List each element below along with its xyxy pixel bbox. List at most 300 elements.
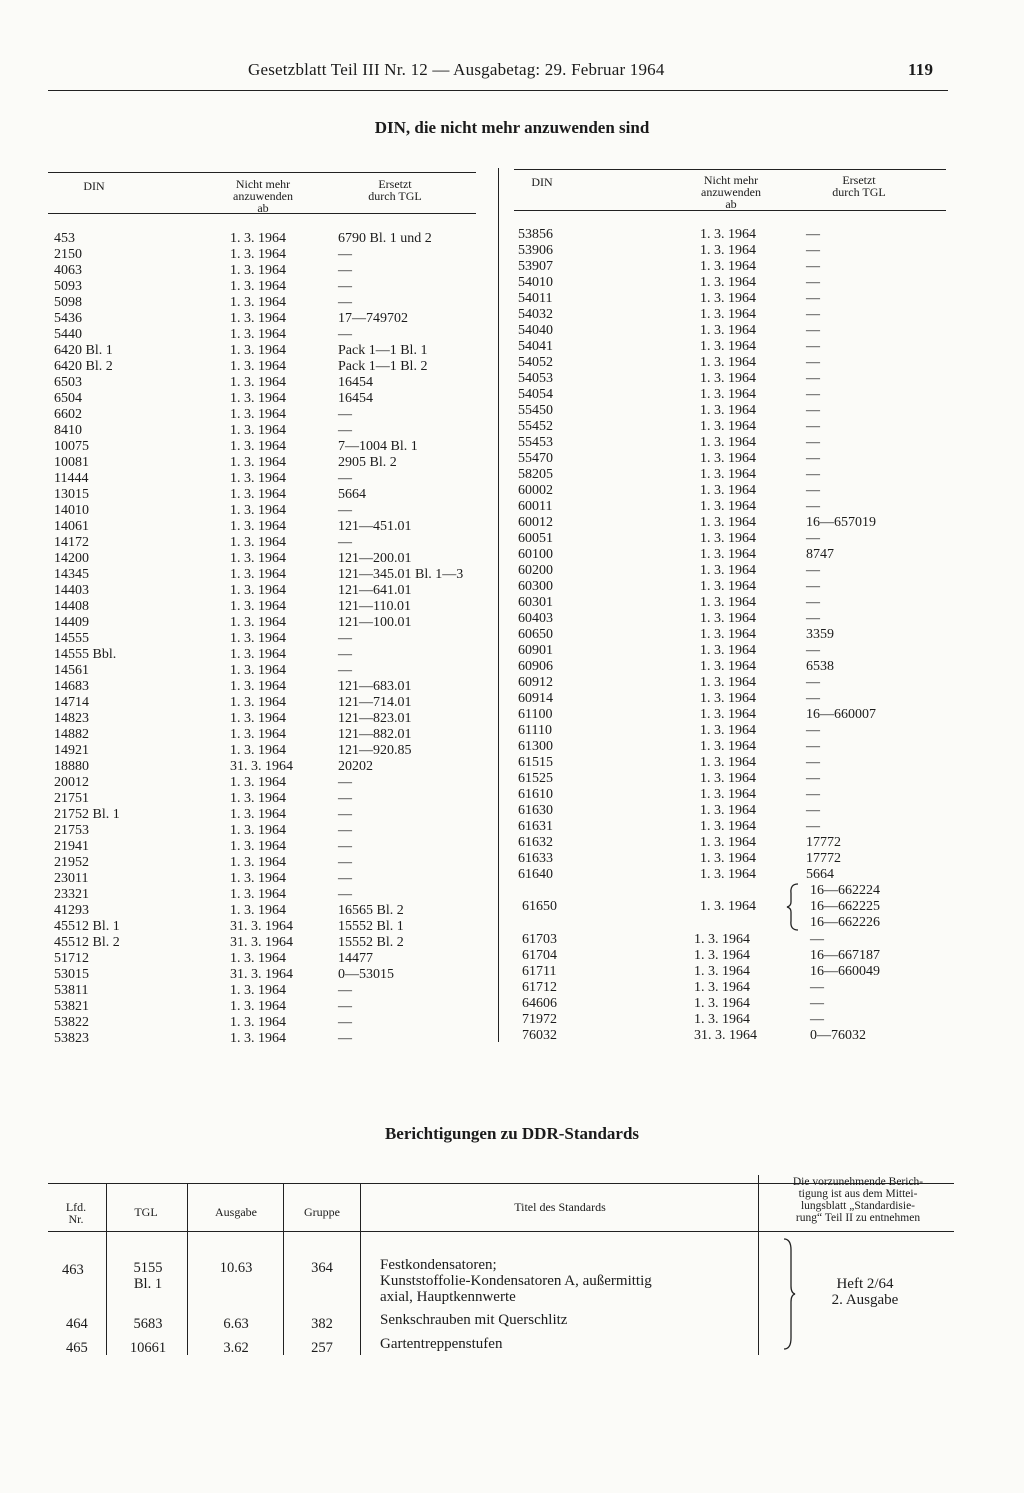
corrections-header-rule <box>48 1231 954 1232</box>
valid-until-date: 1. 3. 1964 <box>694 996 750 1011</box>
din-number: 5440 <box>54 327 82 342</box>
valid-until-date: 1. 3. 1964 <box>230 839 286 854</box>
din-number: 60901 <box>518 643 553 658</box>
din-number: 71972 <box>522 1012 557 1027</box>
din-row <box>518 771 948 787</box>
replaced-by-tgl: — <box>338 647 352 662</box>
din-number: 20012 <box>54 775 89 790</box>
valid-until-date: 1. 3. 1964 <box>230 375 286 390</box>
din-row <box>54 279 484 295</box>
din-row <box>518 243 948 259</box>
replaced-by-tgl: — <box>806 403 820 418</box>
replaced-by-tgl: — <box>806 323 820 338</box>
left-col-tgl: Ersetzt durch TGL <box>368 177 422 203</box>
replaced-by-tgl: 121—683.01 <box>338 679 412 694</box>
replaced-by-tgl: 121—920.85 <box>338 743 412 758</box>
valid-until-date: 1. 3. 1964 <box>700 275 756 290</box>
replaced-by-tgl: — <box>806 371 820 386</box>
din-number: 60051 <box>518 531 553 546</box>
din-number: 14561 <box>54 663 89 678</box>
din-row <box>54 999 484 1015</box>
valid-until-date: 1. 3. 1964 <box>230 423 286 438</box>
replaced-by-tgl: — <box>806 419 820 434</box>
valid-until-date: 1. 3. 1964 <box>700 435 756 450</box>
replaced-by-tgl: — <box>338 663 352 678</box>
corr-row-463-ausgabe: 10.63 <box>219 1260 253 1276</box>
corr-row-464-ausgabe: 6.63 <box>223 1316 249 1332</box>
din-row <box>54 935 484 951</box>
replaced-by-tgl: — <box>338 631 352 646</box>
din-number: 11444 <box>54 471 89 486</box>
valid-until-date: 1. 3. 1964 <box>230 471 286 486</box>
corr-row-465-gruppe: 257 <box>311 1340 333 1356</box>
din-number: 61632 <box>518 835 553 850</box>
din-number: 61703 <box>522 932 557 947</box>
din-row <box>54 983 484 999</box>
replaced-by-tgl: 121—882.01 <box>338 727 412 742</box>
valid-until-date: 1. 3. 1964 <box>230 1031 286 1046</box>
din-row <box>54 519 484 535</box>
replaced-by-tgl: — <box>806 227 820 242</box>
din-number: 58205 <box>518 467 553 482</box>
din-number: 61100 <box>518 707 553 722</box>
din-row <box>54 759 484 775</box>
replaced-by-tgl: — <box>338 983 352 998</box>
din-number: 54032 <box>518 307 553 322</box>
valid-until-date: 1. 3. 1964 <box>230 871 286 886</box>
din-row <box>518 867 948 883</box>
din-row <box>54 839 484 855</box>
valid-until-date: 1. 3. 1964 <box>230 311 286 326</box>
valid-until-date: 1. 3. 1964 <box>700 611 756 626</box>
din-number: 14408 <box>54 599 89 614</box>
corr-row-464-gruppe: 382 <box>311 1316 333 1332</box>
din-row <box>518 371 948 387</box>
din-row <box>518 691 948 707</box>
din-number: 21753 <box>54 823 89 838</box>
valid-until-date: 1. 3. 1964 <box>230 951 286 966</box>
din-row <box>54 1015 484 1031</box>
din-row <box>518 996 948 1012</box>
din-number: 18880 <box>54 759 89 774</box>
group-tgl-2: 16—662225 <box>810 899 880 914</box>
corr-row-463-titel: Festkondensatoren; Kunststoffolie-Kondensatoren A, außermittig axial, Hauptkennwerte <box>380 1257 652 1305</box>
din-row <box>518 675 948 691</box>
din-number: 60012 <box>518 515 553 530</box>
replaced-by-tgl: 121—200.01 <box>338 551 412 566</box>
replaced-by-tgl: 0—53015 <box>338 967 394 982</box>
replaced-by-tgl: — <box>338 887 352 902</box>
din-row <box>518 948 948 964</box>
valid-until-date: 1. 3. 1964 <box>230 231 286 246</box>
din-number: 54040 <box>518 323 553 338</box>
din-number: 60914 <box>518 691 553 706</box>
din-row <box>518 355 948 371</box>
din-number: 61110 <box>518 723 552 738</box>
din-number: 45512 Bl. 1 <box>54 919 120 934</box>
replaced-by-tgl: — <box>806 307 820 322</box>
din-number: 55453 <box>518 435 553 450</box>
replaced-by-tgl: — <box>338 823 352 838</box>
valid-until-date: 1. 3. 1964 <box>230 807 286 822</box>
valid-until-date: 1. 3. 1964 <box>230 775 286 790</box>
din-number: 60912 <box>518 675 553 690</box>
replaced-by-tgl: 2905 Bl. 2 <box>338 455 397 470</box>
din-row <box>518 980 948 996</box>
replaced-by-tgl: — <box>338 247 352 262</box>
din-row <box>54 903 484 919</box>
replaced-by-tgl: — <box>806 819 820 834</box>
valid-until-date: 1. 3. 1964 <box>700 467 756 482</box>
valid-until-date: 31. 3. 1964 <box>230 919 293 934</box>
replaced-by-tgl: 16565 Bl. 2 <box>338 903 404 918</box>
din-number: 14010 <box>54 503 89 518</box>
din-row <box>518 563 948 579</box>
replaced-by-tgl: — <box>806 563 820 578</box>
valid-until-date: 1. 3. 1964 <box>700 419 756 434</box>
din-number: 54053 <box>518 371 553 386</box>
din-row <box>518 403 948 419</box>
din-row <box>518 579 948 595</box>
valid-until-date: 31. 3. 1964 <box>230 759 293 774</box>
group-tgl-1: 16—662224 <box>810 883 880 898</box>
din-number: 76032 <box>522 1028 557 1043</box>
din-row <box>54 295 484 311</box>
valid-until-date: 1. 3. 1964 <box>700 707 756 722</box>
din-row <box>518 275 948 291</box>
group-din: 61650 <box>522 899 557 914</box>
din-row <box>518 787 948 803</box>
valid-until-date: 1. 3. 1964 <box>700 579 756 594</box>
replaced-by-tgl: 121—641.01 <box>338 583 412 598</box>
din-number: 5098 <box>54 295 82 310</box>
valid-until-date: 1. 3. 1964 <box>700 339 756 354</box>
din-row <box>54 263 484 279</box>
left-col-din: DIN <box>83 179 105 193</box>
din-number: 61711 <box>522 964 557 979</box>
replaced-by-tgl: — <box>806 755 820 770</box>
din-number: 61610 <box>518 787 553 802</box>
din-row <box>54 727 484 743</box>
replaced-by-tgl: 121—110.01 <box>338 599 411 614</box>
replaced-by-tgl: — <box>806 771 820 786</box>
din-number: 60650 <box>518 627 553 642</box>
right-col-date: Nicht mehr anzuwenden ab <box>701 173 761 211</box>
din-row <box>518 227 948 243</box>
din-row <box>518 707 948 723</box>
din-row <box>54 791 484 807</box>
valid-until-date: 1. 3. 1964 <box>700 819 756 834</box>
corr-divider-4 <box>360 1183 361 1355</box>
din-number: 60906 <box>518 659 553 674</box>
replaced-by-tgl: Pack 1—1 Bl. 1 <box>338 343 428 358</box>
corr-row-463-tgl: 5155 Bl. 1 <box>133 1260 163 1292</box>
din-row <box>518 723 948 739</box>
valid-until-date: 1. 3. 1964 <box>230 599 286 614</box>
corr-head-tgl: TGL <box>134 1205 158 1219</box>
replaced-by-tgl: — <box>806 787 820 802</box>
replaced-by-tgl: — <box>806 499 820 514</box>
din-number: 6420 Bl. 2 <box>54 359 113 374</box>
valid-until-date: 1. 3. 1964 <box>230 487 286 502</box>
replaced-by-tgl: — <box>806 611 820 626</box>
din-number: 10075 <box>54 439 89 454</box>
valid-until-date: 1. 3. 1964 <box>700 851 756 866</box>
valid-until-date: 1. 3. 1964 <box>230 663 286 678</box>
din-row <box>518 547 948 563</box>
valid-until-date: 1. 3. 1964 <box>700 499 756 514</box>
replaced-by-tgl: 17—749702 <box>338 311 408 326</box>
din-number: 23011 <box>54 871 89 886</box>
corr-head-titel: Titel des Standards <box>514 1200 606 1214</box>
left-din-list <box>54 231 484 1047</box>
din-row <box>518 643 948 659</box>
din-row <box>518 595 948 611</box>
valid-until-date: 1. 3. 1964 <box>700 291 756 306</box>
din-row <box>518 835 948 851</box>
replaced-by-tgl: — <box>806 531 820 546</box>
replaced-by-tgl: 15552 Bl. 1 <box>338 919 404 934</box>
din-row <box>54 231 484 247</box>
din-number: 14555 <box>54 631 89 646</box>
brace-icon <box>786 883 800 931</box>
replaced-by-tgl: 121—823.01 <box>338 711 412 726</box>
replaced-by-tgl: — <box>806 355 820 370</box>
din-row <box>54 391 484 407</box>
valid-until-date: 1. 3. 1964 <box>230 343 286 358</box>
column-divider <box>498 168 499 1042</box>
corr-divider-3 <box>283 1183 284 1355</box>
din-number: 6602 <box>54 407 82 422</box>
din-number: 61704 <box>522 948 557 963</box>
valid-until-date: 1. 3. 1964 <box>230 903 286 918</box>
replaced-by-tgl: Pack 1—1 Bl. 2 <box>338 359 428 374</box>
replaced-by-tgl: — <box>338 791 352 806</box>
din-number: 14409 <box>54 615 89 630</box>
corr-head-lfd: Lfd. Nr. <box>65 1200 87 1226</box>
valid-until-date: 31. 3. 1964 <box>230 935 293 950</box>
replaced-by-tgl: — <box>338 839 352 854</box>
din-row <box>518 323 948 339</box>
replaced-by-tgl: — <box>338 999 352 1014</box>
din-row <box>518 964 948 980</box>
valid-until-date: 1. 3. 1964 <box>230 999 286 1014</box>
valid-until-date: 1. 3. 1964 <box>700 675 756 690</box>
corr-row-465-tgl: 10661 <box>129 1340 167 1356</box>
valid-until-date: 1. 3. 1964 <box>230 983 286 998</box>
replaced-by-tgl: — <box>338 775 352 790</box>
din-number: 54041 <box>518 339 553 354</box>
din-row <box>518 499 948 515</box>
din-number: 61640 <box>518 867 553 882</box>
replaced-by-tgl: — <box>806 595 820 610</box>
valid-until-date: 1. 3. 1964 <box>230 887 286 902</box>
valid-until-date: 1. 3. 1964 <box>230 455 286 470</box>
replaced-by-tgl: — <box>806 435 820 450</box>
din-row <box>54 583 484 599</box>
replaced-by-tgl: — <box>338 871 352 886</box>
din-row <box>54 967 484 983</box>
din-row <box>54 695 484 711</box>
valid-until-date: 1. 3. 1964 <box>230 439 286 454</box>
din-number: 14403 <box>54 583 89 598</box>
din-row <box>518 659 948 675</box>
left-table-header-rule <box>48 213 476 214</box>
valid-until-date: 1. 3. 1964 <box>230 711 286 726</box>
corr-row-465-titel: Gartentreppenstufen <box>380 1336 503 1352</box>
replaced-by-tgl: 16—667187 <box>810 948 880 963</box>
replaced-by-tgl: — <box>338 295 352 310</box>
valid-until-date: 1. 3. 1964 <box>230 583 286 598</box>
header-rule <box>48 90 948 91</box>
replaced-by-tgl: 16—657019 <box>806 515 876 530</box>
din-row <box>518 291 948 307</box>
din-number: 53856 <box>518 227 553 242</box>
valid-until-date: 1. 3. 1964 <box>230 359 286 374</box>
valid-until-date: 1. 3. 1964 <box>230 567 286 582</box>
valid-until-date: 1. 3. 1964 <box>700 803 756 818</box>
din-row <box>518 755 948 771</box>
din-row <box>54 407 484 423</box>
din-number: 41293 <box>54 903 89 918</box>
din-number: 60011 <box>518 499 553 514</box>
replaced-by-tgl: 20202 <box>338 759 373 774</box>
din-row <box>54 711 484 727</box>
valid-until-date: 1. 3. 1964 <box>700 771 756 786</box>
din-number: 45512 Bl. 2 <box>54 935 120 950</box>
din-number: 23321 <box>54 887 89 902</box>
din-number: 21752 Bl. 1 <box>54 807 120 822</box>
din-number: 6504 <box>54 391 82 406</box>
left-table-top-rule <box>48 172 476 173</box>
din-row <box>54 599 484 615</box>
right-col-din: DIN <box>531 175 553 189</box>
group-date: 1. 3. 1964 <box>700 899 756 914</box>
corr-row-464-titel: Senkschrauben mit Querschlitz <box>380 1312 568 1328</box>
din-row <box>518 419 948 435</box>
replaced-by-tgl: — <box>338 503 352 518</box>
din-number: 14555 Bbl. <box>54 647 117 662</box>
din-number: 61300 <box>518 739 553 754</box>
replaced-by-tgl: — <box>338 279 352 294</box>
valid-until-date: 1. 3. 1964 <box>230 407 286 422</box>
replaced-by-tgl: — <box>338 855 352 870</box>
valid-until-date: 1. 3. 1964 <box>700 403 756 418</box>
running-title: Gesetzblatt Teil III Nr. 12 — Ausgabetag: 29. Februar 1964 <box>248 60 665 79</box>
corr-row-464-tgl: 5683 <box>133 1316 163 1332</box>
replaced-by-tgl: — <box>810 1012 824 1027</box>
valid-until-date: 1. 3. 1964 <box>230 647 286 662</box>
valid-until-date: 1. 3. 1964 <box>700 451 756 466</box>
valid-until-date: 1. 3. 1964 <box>700 483 756 498</box>
replaced-by-tgl: 0—76032 <box>810 1028 866 1043</box>
din-row <box>54 423 484 439</box>
valid-until-date: 1. 3. 1964 <box>700 787 756 802</box>
valid-until-date: 1. 3. 1964 <box>230 695 286 710</box>
replaced-by-tgl: 17772 <box>806 851 841 866</box>
din-number: 14714 <box>54 695 89 710</box>
din-number: 53822 <box>54 1015 89 1030</box>
din-row <box>54 743 484 759</box>
valid-until-date: 1. 3. 1964 <box>700 515 756 530</box>
corr-row-465-ausgabe: 3.62 <box>223 1340 249 1356</box>
brace-icon <box>782 1238 796 1350</box>
corr-row-463-gruppe: 364 <box>311 1260 333 1276</box>
din-row <box>518 451 948 467</box>
valid-until-date: 1. 3. 1964 <box>700 243 756 258</box>
replaced-by-tgl: 121—714.01 <box>338 695 412 710</box>
din-row <box>54 247 484 263</box>
din-row <box>518 627 948 643</box>
din-row <box>54 631 484 647</box>
corr-head-ausgabe: Ausgabe <box>215 1205 257 1219</box>
din-number: 4063 <box>54 263 82 278</box>
din-number: 60301 <box>518 595 553 610</box>
din-row <box>54 1031 484 1047</box>
din-number: 8410 <box>54 423 82 438</box>
din-number: 60403 <box>518 611 553 626</box>
din-number: 60100 <box>518 547 553 562</box>
din-number: 6420 Bl. 1 <box>54 343 113 358</box>
valid-until-date: 1. 3. 1964 <box>230 535 286 550</box>
valid-until-date: 1. 3. 1964 <box>230 727 286 742</box>
din-row <box>518 803 948 819</box>
valid-until-date: 1. 3. 1964 <box>230 615 286 630</box>
din-number: 64606 <box>522 996 557 1011</box>
din-number: 53811 <box>54 983 89 998</box>
replaced-by-tgl: 121—451.01 <box>338 519 412 534</box>
din-row <box>54 855 484 871</box>
din-number: 53907 <box>518 259 553 274</box>
din-number: 21941 <box>54 839 89 854</box>
din-row <box>54 807 484 823</box>
corrections-title: Berichtigungen zu DDR-Standards <box>384 1124 640 1143</box>
valid-until-date: 31. 3. 1964 <box>230 967 293 982</box>
din-row <box>518 739 948 755</box>
din-row <box>518 1028 948 1044</box>
valid-until-date: 1. 3. 1964 <box>700 755 756 770</box>
din-row <box>54 615 484 631</box>
replaced-by-tgl: — <box>806 691 820 706</box>
din-row <box>54 375 484 391</box>
din-number: 60002 <box>518 483 553 498</box>
replaced-by-tgl: 7—1004 Bl. 1 <box>338 439 418 454</box>
corr-head-note: Die vorzunehmende Berich- tigung ist aus dem Mittei- lungsblatt „Standardisie- rung“ Teil II zu entnehmen <box>792 1176 924 1224</box>
valid-until-date: 1. 3. 1964 <box>700 739 756 754</box>
replaced-by-tgl: — <box>338 471 352 486</box>
din-number: 53015 <box>54 967 89 982</box>
valid-until-date: 1. 3. 1964 <box>230 279 286 294</box>
din-row <box>518 387 948 403</box>
corr-divider-5 <box>758 1175 759 1355</box>
replaced-by-tgl: — <box>810 980 824 995</box>
replaced-by-tgl: — <box>806 339 820 354</box>
valid-until-date: 1. 3. 1964 <box>694 980 750 995</box>
din-row <box>518 1012 948 1028</box>
corr-note-value: Heft 2/64 2. Ausgabe <box>831 1276 899 1308</box>
replaced-by-tgl: 8747 <box>806 547 834 562</box>
valid-until-date: 1. 3. 1964 <box>700 691 756 706</box>
valid-until-date: 1. 3. 1964 <box>230 391 286 406</box>
replaced-by-tgl: — <box>338 1015 352 1030</box>
din-number: 6503 <box>54 375 82 390</box>
din-number: 21952 <box>54 855 89 870</box>
replaced-by-tgl: 15552 Bl. 2 <box>338 935 404 950</box>
din-number: 53823 <box>54 1031 89 1046</box>
din-number: 14882 <box>54 727 89 742</box>
din-row <box>518 483 948 499</box>
din-number: 453 <box>54 231 75 246</box>
